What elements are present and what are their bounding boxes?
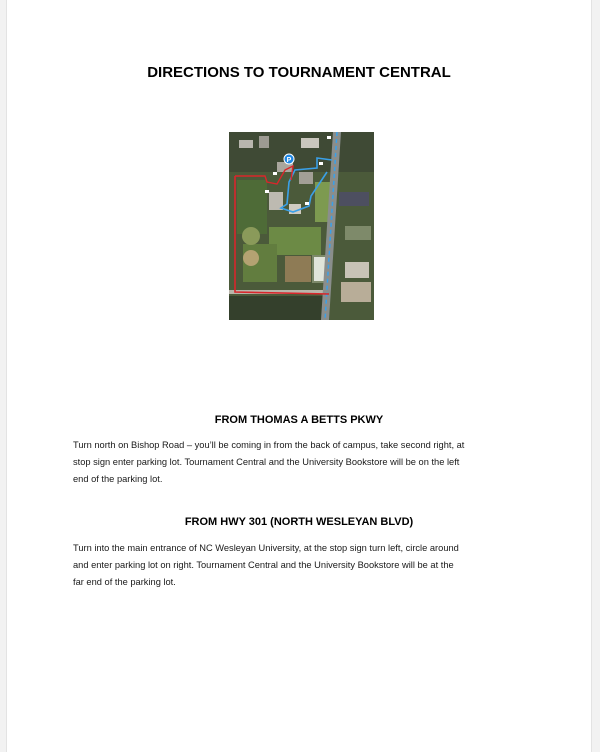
map-marker (327, 136, 331, 139)
map-building (239, 140, 253, 148)
document-page (6, 0, 592, 752)
directions-line: end of the parking lot. (73, 474, 163, 484)
directions-line: Turn north on Bishop Road – you’ll be coming in from the back of campus, take second right, at (73, 440, 465, 450)
map-building (339, 192, 369, 206)
map-marker (319, 162, 323, 165)
map-dirt-area (285, 256, 311, 282)
map-building (341, 282, 371, 302)
map-building (301, 138, 319, 148)
directions-line: far end of the parking lot. (73, 577, 176, 587)
directions-line: stop sign enter parking lot. Tournament Central and the University Bookstore will be on the left (73, 457, 460, 467)
section-heading-hwy-301: FROM HWY 301 (NORTH WESLEYAN BLVD) (184, 516, 414, 528)
section-heading-betts-pkwy: FROM THOMAS A BETTS PKWY (214, 414, 384, 426)
directions-line: and enter parking lot on right. Tournament Central and the University Bookstore will be at the (73, 560, 454, 570)
directions-hwy-301 (73, 540, 549, 591)
directions-betts-pkwy (73, 437, 549, 488)
map-trees (229, 296, 329, 320)
map-ballfield (242, 227, 260, 245)
page-title: DIRECTIONS TO TOURNAMENT CENTRAL (147, 64, 451, 81)
map-building (345, 262, 369, 278)
map-ballfield (243, 250, 259, 266)
map-marker (273, 172, 277, 175)
map-field (237, 180, 267, 234)
map-building (299, 172, 313, 184)
parking-marker-label: P (286, 157, 292, 164)
map-field (345, 226, 371, 240)
map-building (259, 136, 269, 148)
map-marker (305, 202, 309, 205)
directions-line: Turn into the main entrance of NC Wesleyan University, at the stop sign turn left, circle around (73, 543, 459, 553)
campus-satellite-map (229, 132, 374, 320)
map-marker (265, 190, 269, 193)
